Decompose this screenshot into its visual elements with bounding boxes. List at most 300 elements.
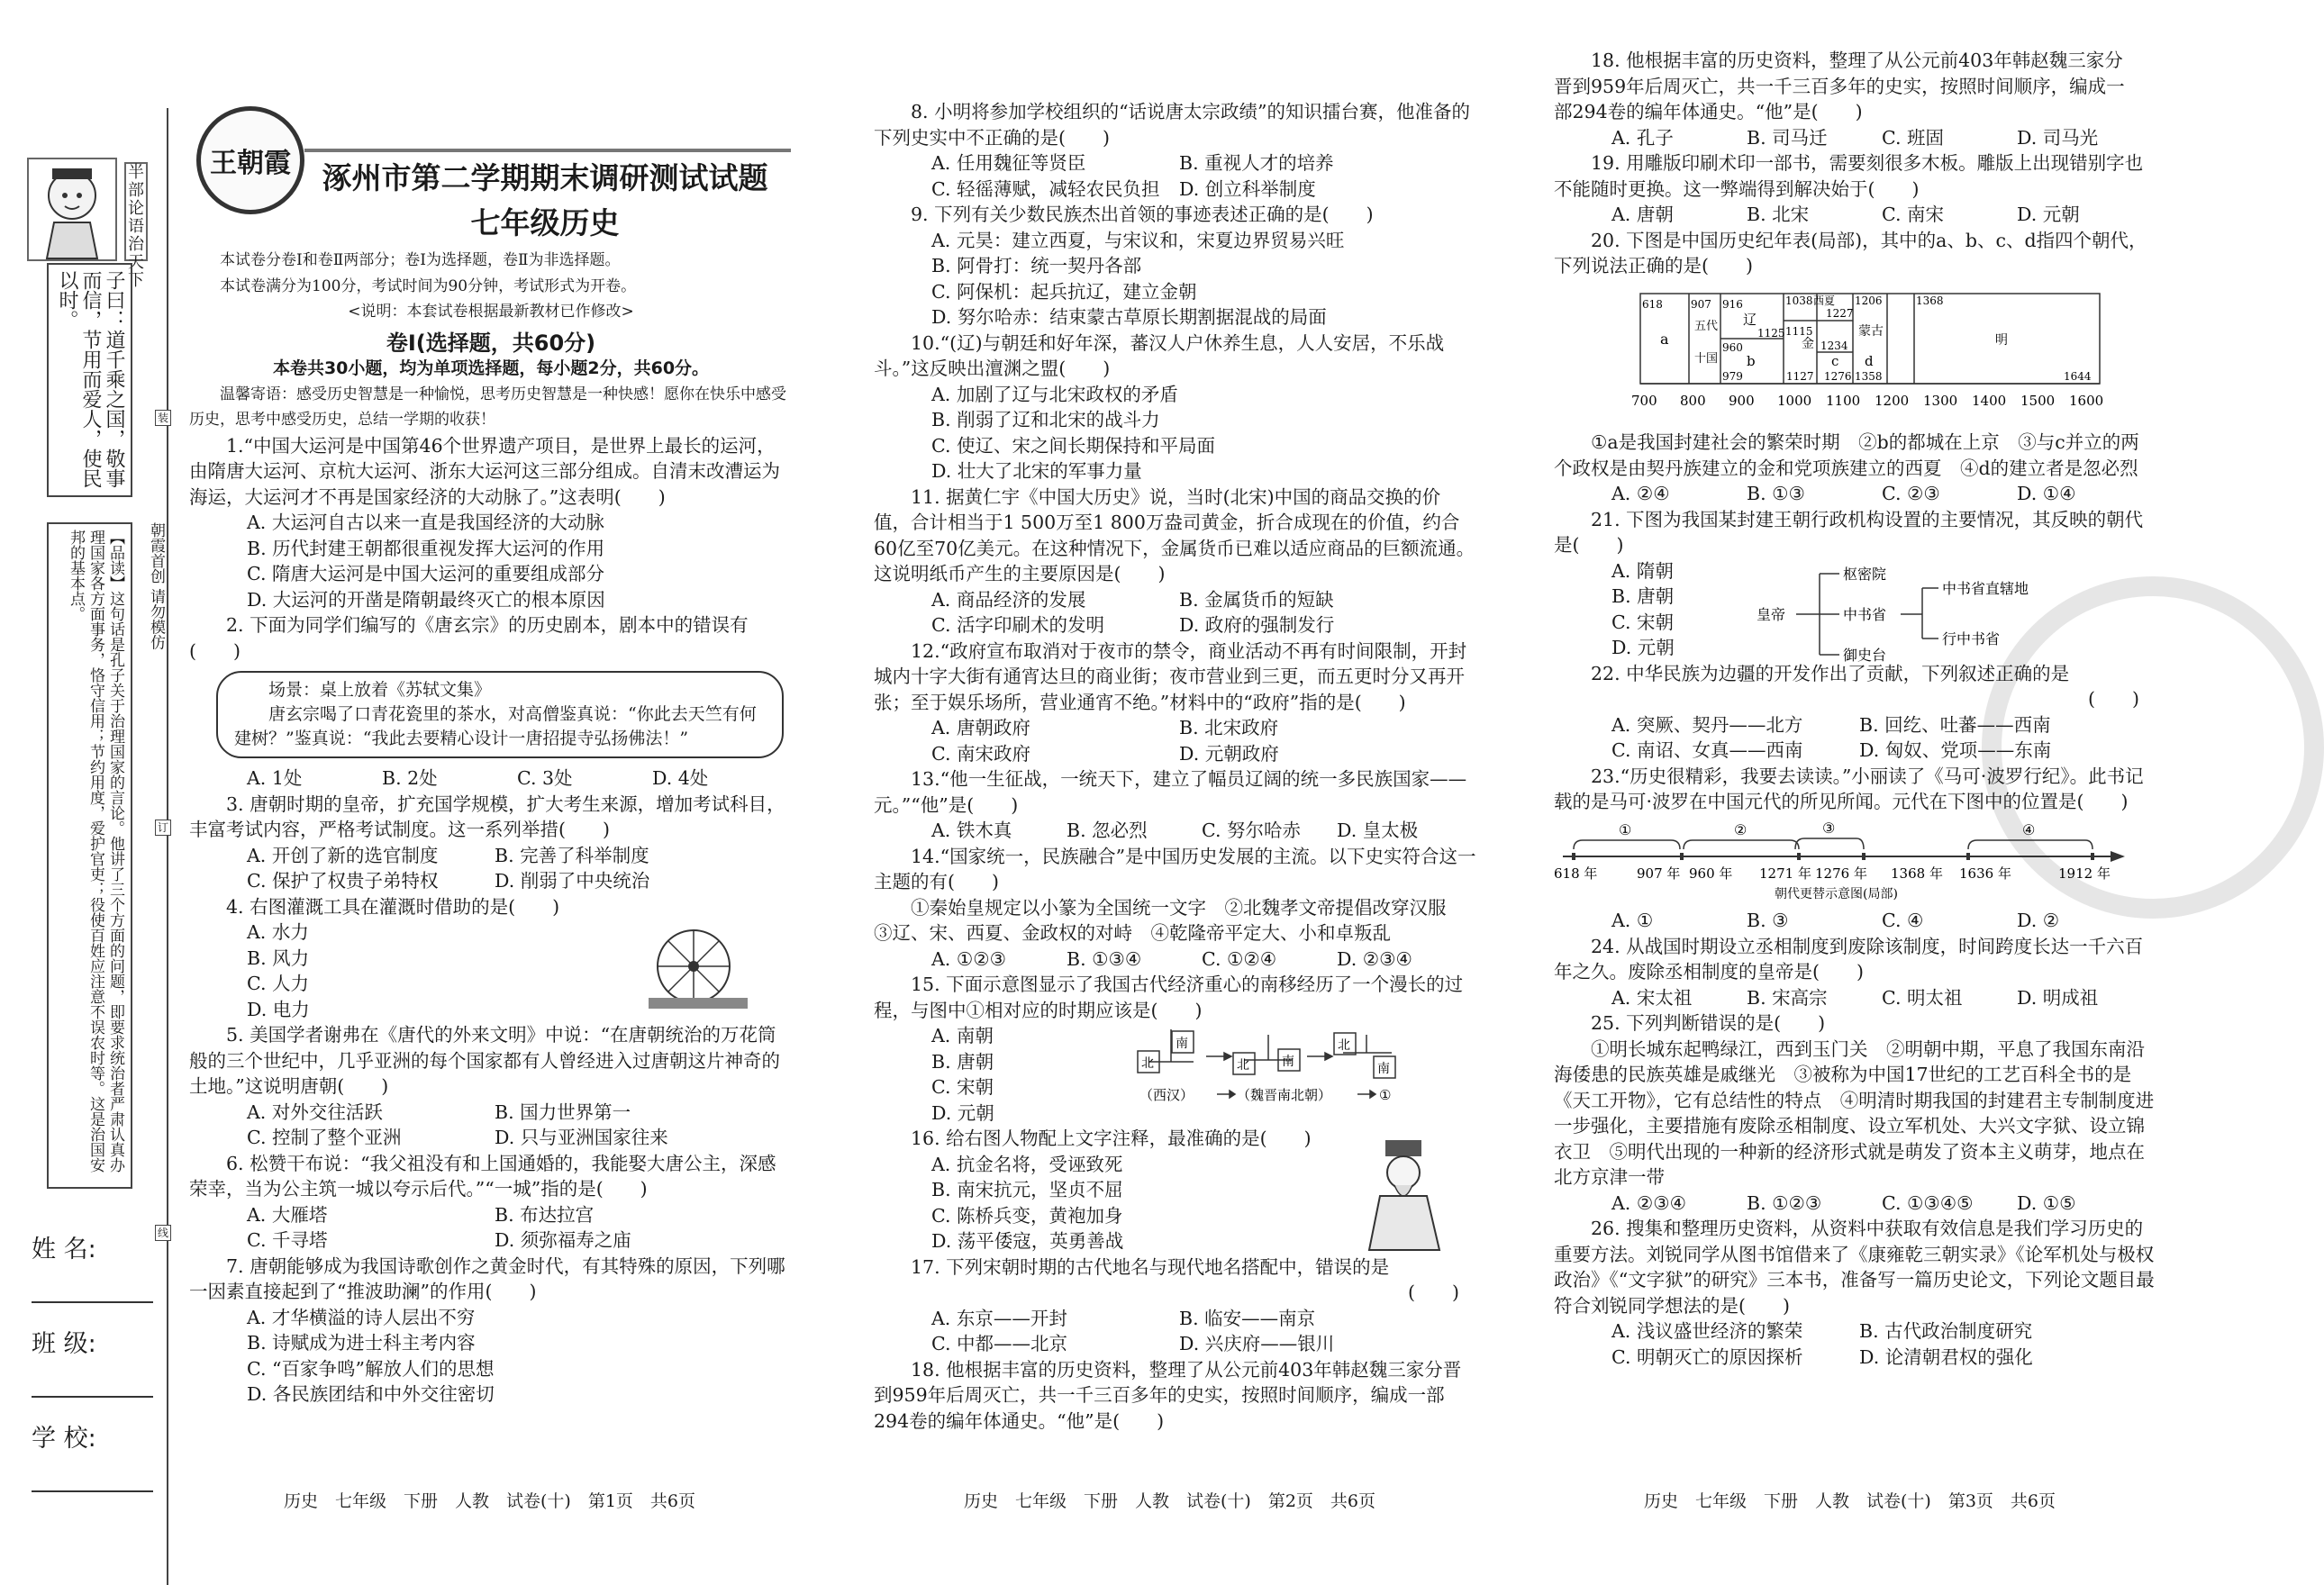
option-row — [189, 1202, 793, 1228]
timeline-marker: ① — [1619, 820, 1632, 838]
option[interactable]: A. 南朝 — [931, 1025, 994, 1046]
dynasty-label: 十国 — [1694, 351, 1719, 366]
option[interactable]: C. 宋朝 — [931, 1076, 994, 1098]
option[interactable]: B. ③ — [1747, 910, 1789, 931]
option[interactable]: C. 隋唐大运河是中国大运河的重要组成部分 — [247, 563, 604, 584]
economic-shift-diagram — [1130, 1026, 1437, 1109]
timeline-caption: 朝代更替示意图(局部) — [1775, 886, 1898, 901]
section-desc: 本卷共30小题，均为单项选择题，每小题2分，共60分。 — [272, 358, 710, 378]
question-stem: 11. 据黄仁宇《中国大历史》说，当时(北宋)中国的商品交换的价值，合计相当于1 500万至1 800万盎司黄金，折合成现在的价值，约合60亿至70亿美元。在这种情况下，金属货币已难以适应商品的巨额流通。这说明纸币产生的主要原因是( ) — [874, 485, 1475, 584]
option[interactable]: A. 开创了新的选官制度 — [247, 844, 439, 866]
axis-tick-label: 700 — [1631, 392, 1657, 409]
question-24 — [1554, 934, 2157, 1011]
option[interactable]: C. ①②④ — [1202, 947, 1277, 970]
question-stem: 2. 下面为同学们编写的《唐玄宗》的历史剧本，剧本中的错误有( ) — [189, 614, 749, 662]
question-11 — [874, 485, 1477, 639]
timeline-year: 1271 年 — [1759, 865, 1811, 882]
option-row — [874, 946, 1477, 973]
scene-line: 唐玄宗喝了口青花瓷里的茶水，对高僧鉴真说：“你此去天竺有何建树？”鉴真说：“我此去要精心设计一唐招提寺弘扬佛法！” — [234, 704, 757, 748]
page-footer: 历史 七年级 下册 人教 试卷(十) 第2页 共6页 — [964, 1491, 1376, 1511]
option-row — [1554, 481, 2157, 507]
column-3 — [1554, 50, 2157, 1370]
dynasty-label: c — [1831, 352, 1839, 369]
option[interactable]: D. ② — [2017, 910, 2060, 931]
option[interactable]: C. 宋朝 — [1611, 611, 1674, 633]
option-row — [874, 715, 1477, 741]
exam-intro: 本试卷满分为100分，考试时间为90分钟，考试形式为开卷。 — [220, 276, 637, 295]
question-10 — [874, 331, 1477, 485]
question-stem: 5. 美国学者谢弗在《唐代的外来文明》中说：“在唐朝统治的万花筒般的三个世纪中，几乎亚洲的每个国家都有人曾经进入过唐朝这片神奇的土地。”这说明唐朝( ) — [189, 1024, 780, 1097]
question-stem: 16. 给右图人物配上文字注释，最准确的是( ) — [911, 1128, 1312, 1149]
dynasty-label: b — [1747, 352, 1756, 369]
question-stem: 26. 搜集和整理历史资料，从资料中获取有效信息是我们学习历史的重要方法。刘锐同学从图书馆借来了《康雍乾三朝实录》《论军机处与极权政治》《“文字狱”的研究》三本书，准备写一篇历史论文，下列论文题目最符合刘锐同学想法的是( ) — [1554, 1218, 2155, 1317]
header-rule — [304, 149, 791, 152]
option[interactable]: D. 司马光 — [2017, 126, 2099, 149]
publisher-logo — [196, 106, 304, 214]
column-2 — [874, 99, 1477, 1432]
option[interactable]: A. 商品经济的发展 — [931, 588, 1086, 611]
option[interactable]: C. ②③ — [1882, 483, 1940, 504]
timeline-year: 1368 年 — [1891, 865, 1943, 882]
timeline-marker: ③ — [1822, 819, 1836, 837]
option[interactable]: B. 削弱了辽和北宋的战斗力 — [931, 409, 1160, 430]
binding-marker: 订 — [155, 820, 171, 836]
option[interactable]: D. 兴庆府——银川 — [1179, 1333, 1335, 1354]
waterwheel-icon — [649, 921, 748, 1011]
option[interactable]: D. 各民族团结和中外交往密切 — [247, 1383, 495, 1405]
question-21 — [1554, 507, 2157, 664]
south-label: 南 — [1282, 1055, 1294, 1069]
option[interactable]: C. 3处 — [517, 767, 573, 789]
option[interactable]: A. 大雁塔 — [247, 1203, 328, 1226]
option[interactable]: A. 水力 — [247, 921, 309, 943]
option[interactable]: C. 南宋政府 — [931, 742, 1030, 765]
option-row — [189, 1227, 793, 1254]
question-4 — [189, 894, 793, 1023]
timeline-year: 618 年 — [1554, 865, 1598, 882]
option[interactable]: A. ①②③ — [931, 947, 1006, 970]
question-18-part1 — [874, 1357, 1477, 1432]
question-material: ①明长城东起鸭绿江，西到玉门关 ②明朝中期，平息了我国东南沿海倭患的民族英雄是戚继光 ③被称为中国17世纪的工艺百科全书的是《天工开物》，它有总结性的特点 ④明清时期我国的封建君主专制制度进一步强化，主要措施有废除丞相制度、设立军机处、大兴文字狱、设立锦衣卫 ⑤明代出现的一种新的经济形式就是萌发了资本主义萌芽，地点在北方京津一带 — [1554, 1037, 2155, 1188]
period-label: （西汉） — [1139, 1087, 1194, 1103]
sidebar-slogan: 朝霞首创 请勿模仿 — [147, 522, 165, 650]
option[interactable]: C. 使辽、宋之间长期保持和平局面 — [931, 434, 1215, 457]
question-19 — [1554, 150, 2157, 228]
binding-marker: 装 — [155, 410, 171, 426]
option-row — [1554, 1191, 2157, 1217]
page-footer: 历史 七年级 下册 人教 试卷(十) 第1页 共6页 — [284, 1491, 696, 1511]
option-row — [189, 868, 793, 894]
option[interactable]: A. 突厥、契丹——北方 — [1611, 713, 1803, 736]
option[interactable]: A. 任用魏征等贤臣 — [931, 152, 1086, 174]
question-stem: 7. 唐朝能够成为我国诗歌创作之黄金时代，有其特殊的原因，下列哪一因素直接起到了“推波助澜”的作用( ) — [189, 1254, 785, 1302]
question-stem: 24. 从战国时期设立丞相制度到废除该制度，时间跨度长达一千六百年之久。废除丞相制度的皇帝是( ) — [1554, 935, 2144, 983]
option[interactable]: C. 阿保机：起兵抗辽，建立金朝 — [931, 280, 1197, 303]
question-stem: 12.“政府宣布取消对于夜市的禁令，商业活动不再有时间限制，开封城内十字大街有通宵达旦的商业街；夜市营业到三更，而五更时分又再开张；至于娱乐场所，营业通宵不绝。”材料中的“政府”指的是( ) — [874, 639, 1467, 713]
option[interactable]: B. ①③④ — [1067, 947, 1142, 970]
question-15 — [874, 972, 1477, 1126]
question-stem: 4. 右图灌溉工具在灌溉时借助的是( ) — [226, 895, 560, 918]
dynasty-label: d — [1865, 352, 1874, 369]
option[interactable]: D. 元朝 — [931, 1101, 994, 1124]
question-stem: 17. 下列宋朝时期的古代地名与现代地名搭配中，错误的是 — [911, 1255, 1390, 1278]
question-stem: 9. 下列有关少数民族杰出首领的事迹表述正确的是( ) — [911, 204, 1374, 225]
option-row — [874, 177, 1477, 203]
option[interactable]: B. 2处 — [382, 767, 438, 789]
option[interactable]: C. 陈桥兵变，黄袍加身 — [931, 1204, 1123, 1227]
option[interactable]: B. 忽必烈 — [1067, 820, 1148, 841]
dynasty-label: 蒙古 — [1858, 323, 1884, 339]
year-label: 1206 — [1855, 294, 1883, 307]
timeline-year: 1276 年 — [1815, 865, 1867, 882]
binding-sidebar — [0, 54, 171, 1549]
option[interactable]: A. 加剧了辽与北宋政权的矛盾 — [931, 383, 1178, 405]
question-18 — [1554, 50, 2157, 150]
option[interactable]: B. 完善了科举制度 — [495, 844, 649, 866]
option[interactable]: B. 司马迁 — [1747, 126, 1828, 149]
option[interactable]: B. 重视人才的培养 — [1179, 152, 1334, 174]
historical-portrait-icon — [1360, 1135, 1450, 1252]
option[interactable]: D. ①⑤ — [2017, 1191, 2076, 1214]
north-label: 北 — [1338, 1038, 1350, 1053]
option[interactable]: D. 元朝 — [2017, 204, 2080, 225]
column-1 — [189, 248, 793, 1408]
option[interactable]: B. 诗赋成为进士科主考内容 — [247, 1332, 476, 1354]
option[interactable]: B. 阿骨打：统一契丹各部 — [931, 255, 1142, 276]
option[interactable]: B. 回纥、吐蕃——西南 — [1859, 713, 2051, 736]
option-row — [874, 587, 1477, 613]
chronology-chart — [1554, 285, 2130, 420]
question-stem: 13.“他一生征战，一统天下，建立了幅员辽阔的统一多民族国家——元。”“他”是( ) — [874, 768, 1467, 816]
question-9 — [874, 202, 1477, 331]
question-stem: 10.“(辽)与朝廷和好年深，蕃汉人户休养生息，人人安居，不乐战斗。”这反映出澶渊之盟( ) — [874, 331, 1445, 379]
option[interactable]: D. 元朝 — [1611, 637, 1675, 658]
question-8 — [874, 99, 1477, 202]
axis-tick-label: 1500 — [2020, 392, 2056, 409]
option[interactable]: D. 明成祖 — [2017, 986, 2099, 1009]
government-org-chart — [1757, 561, 2135, 667]
option[interactable]: C. 努尔哈赤 — [1202, 820, 1301, 841]
option[interactable]: D. 电力 — [247, 998, 310, 1020]
org-node: 中书省直辖地 — [1942, 579, 2029, 597]
question-14 — [874, 844, 1477, 973]
dynasty-label: a — [1660, 330, 1669, 348]
axis-tick-label: 1600 — [2069, 392, 2104, 409]
question-stem: 14.“国家统一，民族融合”是中国历史发展的主流。以下史实符合这一主题的有( ) — [874, 845, 1476, 892]
axis-tick-label: 900 — [1729, 392, 1755, 409]
option[interactable]: D. 须弥福寿之庙 — [495, 1229, 631, 1251]
axis-tick-label: 800 — [1680, 392, 1706, 409]
question-stem: 21. 下图为我国某封建王朝行政机构设置的主要情况，其反映的朝代是( ) — [1554, 508, 2144, 556]
question-1 — [189, 433, 793, 613]
option[interactable]: B. ①②③ — [1747, 1191, 1822, 1214]
option[interactable]: B. 北宋政府 — [1179, 717, 1279, 738]
option[interactable]: D. 4处 — [652, 767, 709, 789]
option-row — [874, 1331, 1477, 1357]
cartoon-scholar-image — [27, 158, 117, 261]
script-scene-box — [216, 671, 784, 758]
option[interactable]: D. ①④ — [2017, 483, 2076, 504]
question-20 — [1554, 228, 2157, 507]
option[interactable]: B. 金属货币的短缺 — [1179, 588, 1334, 611]
option[interactable]: C. 中都——北京 — [931, 1333, 1067, 1354]
south-label: 南 — [1176, 1037, 1188, 1051]
name-blank[interactable] — [32, 1301, 153, 1303]
question-2 — [189, 612, 793, 792]
axis-tick-label: 1100 — [1826, 392, 1861, 409]
question-13 — [874, 766, 1477, 844]
dynasty-label: 明 — [1995, 332, 2008, 348]
school-label: 学 校: — [32, 1425, 96, 1453]
revision-note: <说明：本套试卷根据最新教材已作修改> — [348, 303, 634, 321]
option[interactable]: D. 创立科举制度 — [1179, 177, 1316, 200]
option[interactable]: A. 对外交往活跃 — [247, 1100, 383, 1123]
option[interactable]: A. 宋太祖 — [1611, 986, 1693, 1009]
option-row — [874, 741, 1477, 767]
option[interactable]: C. 明太祖 — [1882, 986, 1963, 1009]
timeline-year: 960 年 — [1689, 865, 1733, 882]
option[interactable]: D. 荡平倭寇，英勇善战 — [931, 1230, 1124, 1252]
option-row — [189, 765, 793, 792]
timeline-year: 1912 年 — [2058, 865, 2111, 882]
axis-tick-label: 1400 — [1972, 392, 2007, 409]
option[interactable]: D. 壮大了北宋的军事力量 — [931, 460, 1142, 482]
period-label: ① — [1379, 1087, 1392, 1103]
option-row — [1554, 985, 2157, 1011]
year-label: 618 — [1642, 297, 1663, 311]
option[interactable]: B. 临安——南京 — [1179, 1307, 1316, 1329]
option[interactable]: C. 人力 — [247, 973, 309, 994]
org-node: 御史台 — [1843, 646, 1887, 664]
exam-intro: 本试卷分卷Ⅰ和卷Ⅱ两部分；卷Ⅰ为选择题，卷Ⅱ为非选择题。 — [220, 251, 621, 269]
year-label: 1227 — [1826, 306, 1854, 320]
question-stem-cont — [1554, 50, 2157, 125]
question-3 — [189, 792, 793, 894]
binding-line — [167, 108, 168, 1585]
option[interactable]: A. 孔子 — [1611, 126, 1674, 149]
page-subtitle: 七年级历史 — [470, 205, 620, 240]
timeline-year: 907 年 — [1637, 865, 1681, 882]
org-node: 行中书省 — [1942, 629, 2001, 648]
option[interactable]: A. 才华横溢的诗人层出不穷 — [247, 1306, 476, 1328]
north-label: 北 — [1237, 1058, 1249, 1073]
year-label: 1127 — [1786, 369, 1814, 383]
question-5 — [189, 1022, 793, 1151]
option[interactable]: B. 历代封建王朝都很重视发挥大运河的作用 — [247, 537, 605, 559]
option-row — [189, 1100, 793, 1126]
timeline-marker: ④ — [2022, 820, 2036, 838]
page-title: 涿州市第二学期期末调研测试试题 — [322, 160, 768, 195]
option-row — [1554, 1318, 2157, 1345]
logo-text: 王朝霞 — [210, 148, 291, 179]
sidebar-quote: 子曰：道千乘之国，敬事而信，节用而爱人，使民以时。 — [47, 263, 132, 497]
question-stem: 20. 下图是中国历史纪年表(局部)，其中的a、b、c、d指四个朝代，下列说法正确的是( ) — [1554, 229, 2147, 276]
option[interactable]: C. 明朝灭亡的原因探析 — [1611, 1345, 1803, 1368]
year-label: 1234 — [1820, 339, 1848, 352]
option-row — [1554, 908, 2157, 934]
north-label: 北 — [1141, 1056, 1154, 1071]
option[interactable]: A. 抗金名将，受诬致死 — [931, 1153, 1123, 1175]
question-stem-continuation: 18. 他根据丰富的历史资料，整理了从公元前403年韩赵魏三家分晋到959年后周灭亡，共一千三百多年的史实，按照时间顺序，编成一部294卷的编年体通史。“他”是( ) — [1554, 50, 2125, 122]
option-row — [1554, 1345, 2157, 1371]
option[interactable]: A. 唐朝 — [1611, 204, 1674, 225]
option-row — [1554, 202, 2157, 228]
page-footer: 历史 七年级 下册 人教 试卷(十) 第3页 共6页 — [1644, 1491, 2056, 1511]
option[interactable]: D. 匈奴、党项——东南 — [1859, 739, 2052, 761]
question-7 — [189, 1254, 793, 1408]
year-label: 1115 — [1785, 324, 1813, 338]
year-label: 1125 — [1757, 326, 1785, 340]
axis-tick-label: 1200 — [1875, 392, 1910, 409]
option[interactable]: C. 班固 — [1882, 126, 1944, 149]
dynasty-label: 辽 — [1743, 311, 1757, 328]
option-row — [1554, 712, 2157, 738]
option[interactable]: A. 唐朝政府 — [931, 717, 1030, 738]
option[interactable]: C. 南诏、女真——西南 — [1611, 739, 1803, 761]
question-26 — [1554, 1216, 2157, 1370]
option[interactable]: C. “百家争鸣”解放人们的思想 — [247, 1357, 495, 1380]
timeline-marker: ② — [1734, 820, 1748, 838]
binding-marker: 线 — [155, 1225, 171, 1241]
option[interactable]: D. 政府的强制发行 — [1179, 614, 1335, 636]
option[interactable]: B. 北宋 — [1747, 204, 1810, 225]
sidebar-commentary: 【品读】这句话是孔子关于治理国家的言论。他讲了三个方面的问题，即要求统治者严肃认真办理国家各方面事务，恪守信用；节约用度，爱护官吏；役使百姓应注意不误农时等。这是治国安邦的基本点。 — [47, 522, 132, 1189]
question-22 — [1554, 661, 2157, 764]
option[interactable]: A. ②③④ — [1611, 1191, 1686, 1214]
question-stem: 8. 小明将参加学校组织的“话说唐太宗政绩”的知识擂台赛，他准备的下列史实中不正确的是( ) — [874, 101, 1471, 149]
class-label: 班 级: — [32, 1330, 96, 1358]
option[interactable]: B. 布达拉宫 — [495, 1203, 595, 1226]
year-label: 1644 — [2064, 369, 2092, 383]
year-label: 916 — [1722, 297, 1743, 311]
option-row — [874, 1306, 1477, 1332]
year-label: 979 — [1722, 369, 1743, 383]
dynasty-label: 金 — [1802, 336, 1814, 351]
org-node: 中书省 — [1843, 605, 1887, 623]
question-stem: 23.“历史很精彩，我要去读读。”小丽读了《马可·波罗行纪》。此书记载的是马可·波罗在中国元代的所见所闻。元代在下图中的位置是( ) — [1554, 765, 2144, 812]
option[interactable]: B. 风力 — [247, 946, 310, 969]
option[interactable]: D. ②③④ — [1337, 947, 1412, 970]
year-label: 960 — [1722, 340, 1743, 354]
option[interactable]: C. 轻徭薄赋，减轻农民负担 — [931, 177, 1160, 200]
option[interactable]: A. 大运河自古以来一直是我国经济的大动脉 — [247, 512, 604, 533]
question-stem: 18. 他根据丰富的历史资料，整理了从公元前403年韩赵魏三家分晋到959年后周灭亡，共一千三百多年的史实，按照时间顺序，编成一部294卷的编年体通史。“他”是( ) — [874, 1358, 1462, 1432]
question-stem: 15. 下面示意图显示了我国古代经济重心的南移经历了一个漫长的过程，与图中①相对应的时期应该是( ) — [874, 974, 1464, 1021]
option[interactable]: A. 1处 — [247, 767, 303, 789]
question-stem: 25. 下列判断错误的是( ) — [1591, 1012, 1826, 1034]
question-6 — [189, 1151, 793, 1254]
question-stem: 3. 唐朝时期的皇帝，扩充国学规模，扩大考生来源，增加考试科目，丰富考试内容，严格考试制度。这一系列举措( ) — [189, 792, 785, 840]
option[interactable]: A. 东京——开封 — [931, 1307, 1067, 1329]
option-row — [874, 612, 1477, 639]
option[interactable]: D. 削弱了中央统治 — [495, 870, 650, 892]
question-25 — [1554, 1010, 2157, 1216]
option-row — [874, 818, 1477, 844]
option[interactable]: B. 古代政治制度研究 — [1859, 1320, 2033, 1342]
option[interactable]: C. 活字印刷术的发明 — [931, 614, 1104, 636]
option-row — [874, 150, 1477, 177]
period-label: （魏晋南北朝） — [1237, 1087, 1332, 1103]
option[interactable]: B. 唐朝 — [1611, 585, 1675, 607]
school-blank[interactable] — [32, 1490, 153, 1492]
name-label: 姓 名: — [32, 1236, 96, 1263]
year-label: 1368 — [1916, 294, 1944, 307]
option[interactable]: D. 大运河的开凿是隋朝最终灭亡的根本原因 — [247, 588, 605, 611]
south-label: 南 — [1377, 1062, 1390, 1076]
option[interactable]: B. ①③ — [1747, 483, 1805, 504]
axis-tick-label: 1300 — [1923, 392, 1958, 409]
option[interactable]: B. 南宋抗元，坚贞不屈 — [931, 1179, 1123, 1200]
question-17 — [874, 1254, 1477, 1357]
question-stem: 22. 中华民族为边疆的开发作出了贡献，下列叙述正确的是 — [1591, 662, 2070, 684]
axis-tick-label: 1000 — [1777, 392, 1812, 409]
question-stem: 6. 松赞干布说：“我父祖没有和上国通婚的，我能娶大唐公主，深感荣幸，当为公主筑一城以夸示后代。”“一城”指的是( ) — [189, 1152, 776, 1200]
option[interactable]: D. 论清朝君权的强化 — [1859, 1345, 2033, 1368]
class-blank[interactable] — [32, 1396, 153, 1398]
option-row — [1554, 738, 2157, 764]
year-label: 1358 — [1855, 369, 1883, 383]
option-row — [189, 1125, 793, 1151]
section-title: 卷Ⅰ(选择题，共60分) — [386, 330, 596, 356]
option[interactable]: A. 元昊：建立西夏，与宋议和，宋夏边界贸易兴旺 — [931, 229, 1345, 251]
year-label: 907 — [1691, 297, 1711, 311]
year-label: 1038 — [1785, 294, 1813, 307]
option[interactable]: A. ① — [1611, 910, 1654, 931]
year-label: 1276 — [1824, 369, 1852, 383]
option[interactable]: B. 宋高宗 — [1747, 986, 1828, 1009]
option-row — [1554, 125, 2157, 151]
option[interactable]: D. 皇太极 — [1337, 820, 1419, 841]
option[interactable]: D. 只与亚洲国家往来 — [495, 1127, 668, 1148]
timeline-year: 1636 年 — [1959, 865, 2011, 882]
question-16 — [874, 1126, 1477, 1254]
option[interactable]: A. 浅议盛世经济的繁荣 — [1611, 1320, 1803, 1342]
option[interactable]: A. 铁木真 — [931, 820, 1012, 841]
option-row — [189, 843, 793, 869]
sidebar-motto: 半部论语治天下 — [124, 162, 148, 261]
option[interactable]: A. 隋朝 — [1611, 559, 1674, 582]
question-stem: 1.“中国大运河是中国第46个世界遗产项目，是世界上最长的运河，由隋唐大运河、京杭大运河、浙东大运河这三部分组成。自清末改漕运为海运，大运河才不再是国家经济的大动脉了。”这表明( ) — [189, 434, 780, 508]
question-12 — [874, 639, 1477, 767]
question-23 — [1554, 764, 2157, 934]
option[interactable]: D. 努尔哈赤：结束蒙古草原长期割据混战的局面 — [931, 306, 1327, 328]
question-material: ①秦始皇规定以小篆为全国统一文字 ②北魏孝文帝提倡改穿汉服 ③辽、宋、西夏、金政权的对峙 ④乾隆帝平定大、小和卓叛乱 — [874, 896, 1465, 944]
answer-paren: ( ) — [1408, 1282, 1459, 1303]
warm-hint: 温馨寄语：感受历史智慧是一种愉悦，思考历史智慧是一种快感！愿你在快乐中感受历史，思考中感受历史，总结一学期的收获！ — [189, 385, 786, 429]
option[interactable]: C. 控制了整个亚洲 — [247, 1127, 402, 1148]
dynasty-timeline — [1554, 819, 2139, 901]
option[interactable]: D. 元朝政府 — [1179, 742, 1279, 765]
dynasty-label: 西夏 — [1813, 294, 1836, 307]
org-node: 枢密院 — [1843, 565, 1887, 583]
scene-line: 场景：桌上放着《苏轼文集》 — [268, 680, 492, 700]
question-material: ①a是我国封建社会的繁荣时期 ②b的都城在上京 ③与c并立的两个政权是由契丹族建立的金和党项族建立的西夏 ④d的建立者是忽必烈 — [1554, 431, 2139, 479]
option[interactable]: B. 国力世界第一 — [495, 1100, 631, 1123]
option[interactable]: C. ④ — [1882, 910, 1924, 931]
option[interactable]: C. ①③④⑤ — [1882, 1191, 1974, 1214]
question-stem: 19. 用雕版印刷术印一部书，需要刻很多木板。雕版上出现错别字也不能随时更换。这一弊端得到解决始于( ) — [1554, 152, 2144, 200]
option[interactable]: C. 千寻塔 — [247, 1229, 328, 1251]
axis-ticks — [1631, 393, 2103, 409]
answer-paren: ( ) — [2088, 688, 2139, 710]
option[interactable]: B. 唐朝 — [931, 1050, 994, 1073]
org-node: 皇帝 — [1757, 605, 1786, 623]
scholar-icon — [29, 159, 115, 259]
option[interactable]: A. ②④ — [1611, 483, 1670, 504]
dynasty-label: 五代 — [1694, 319, 1719, 333]
option[interactable]: C. 保护了权贵子弟特权 — [247, 870, 439, 892]
option[interactable]: C. 南宋 — [1882, 204, 1944, 225]
